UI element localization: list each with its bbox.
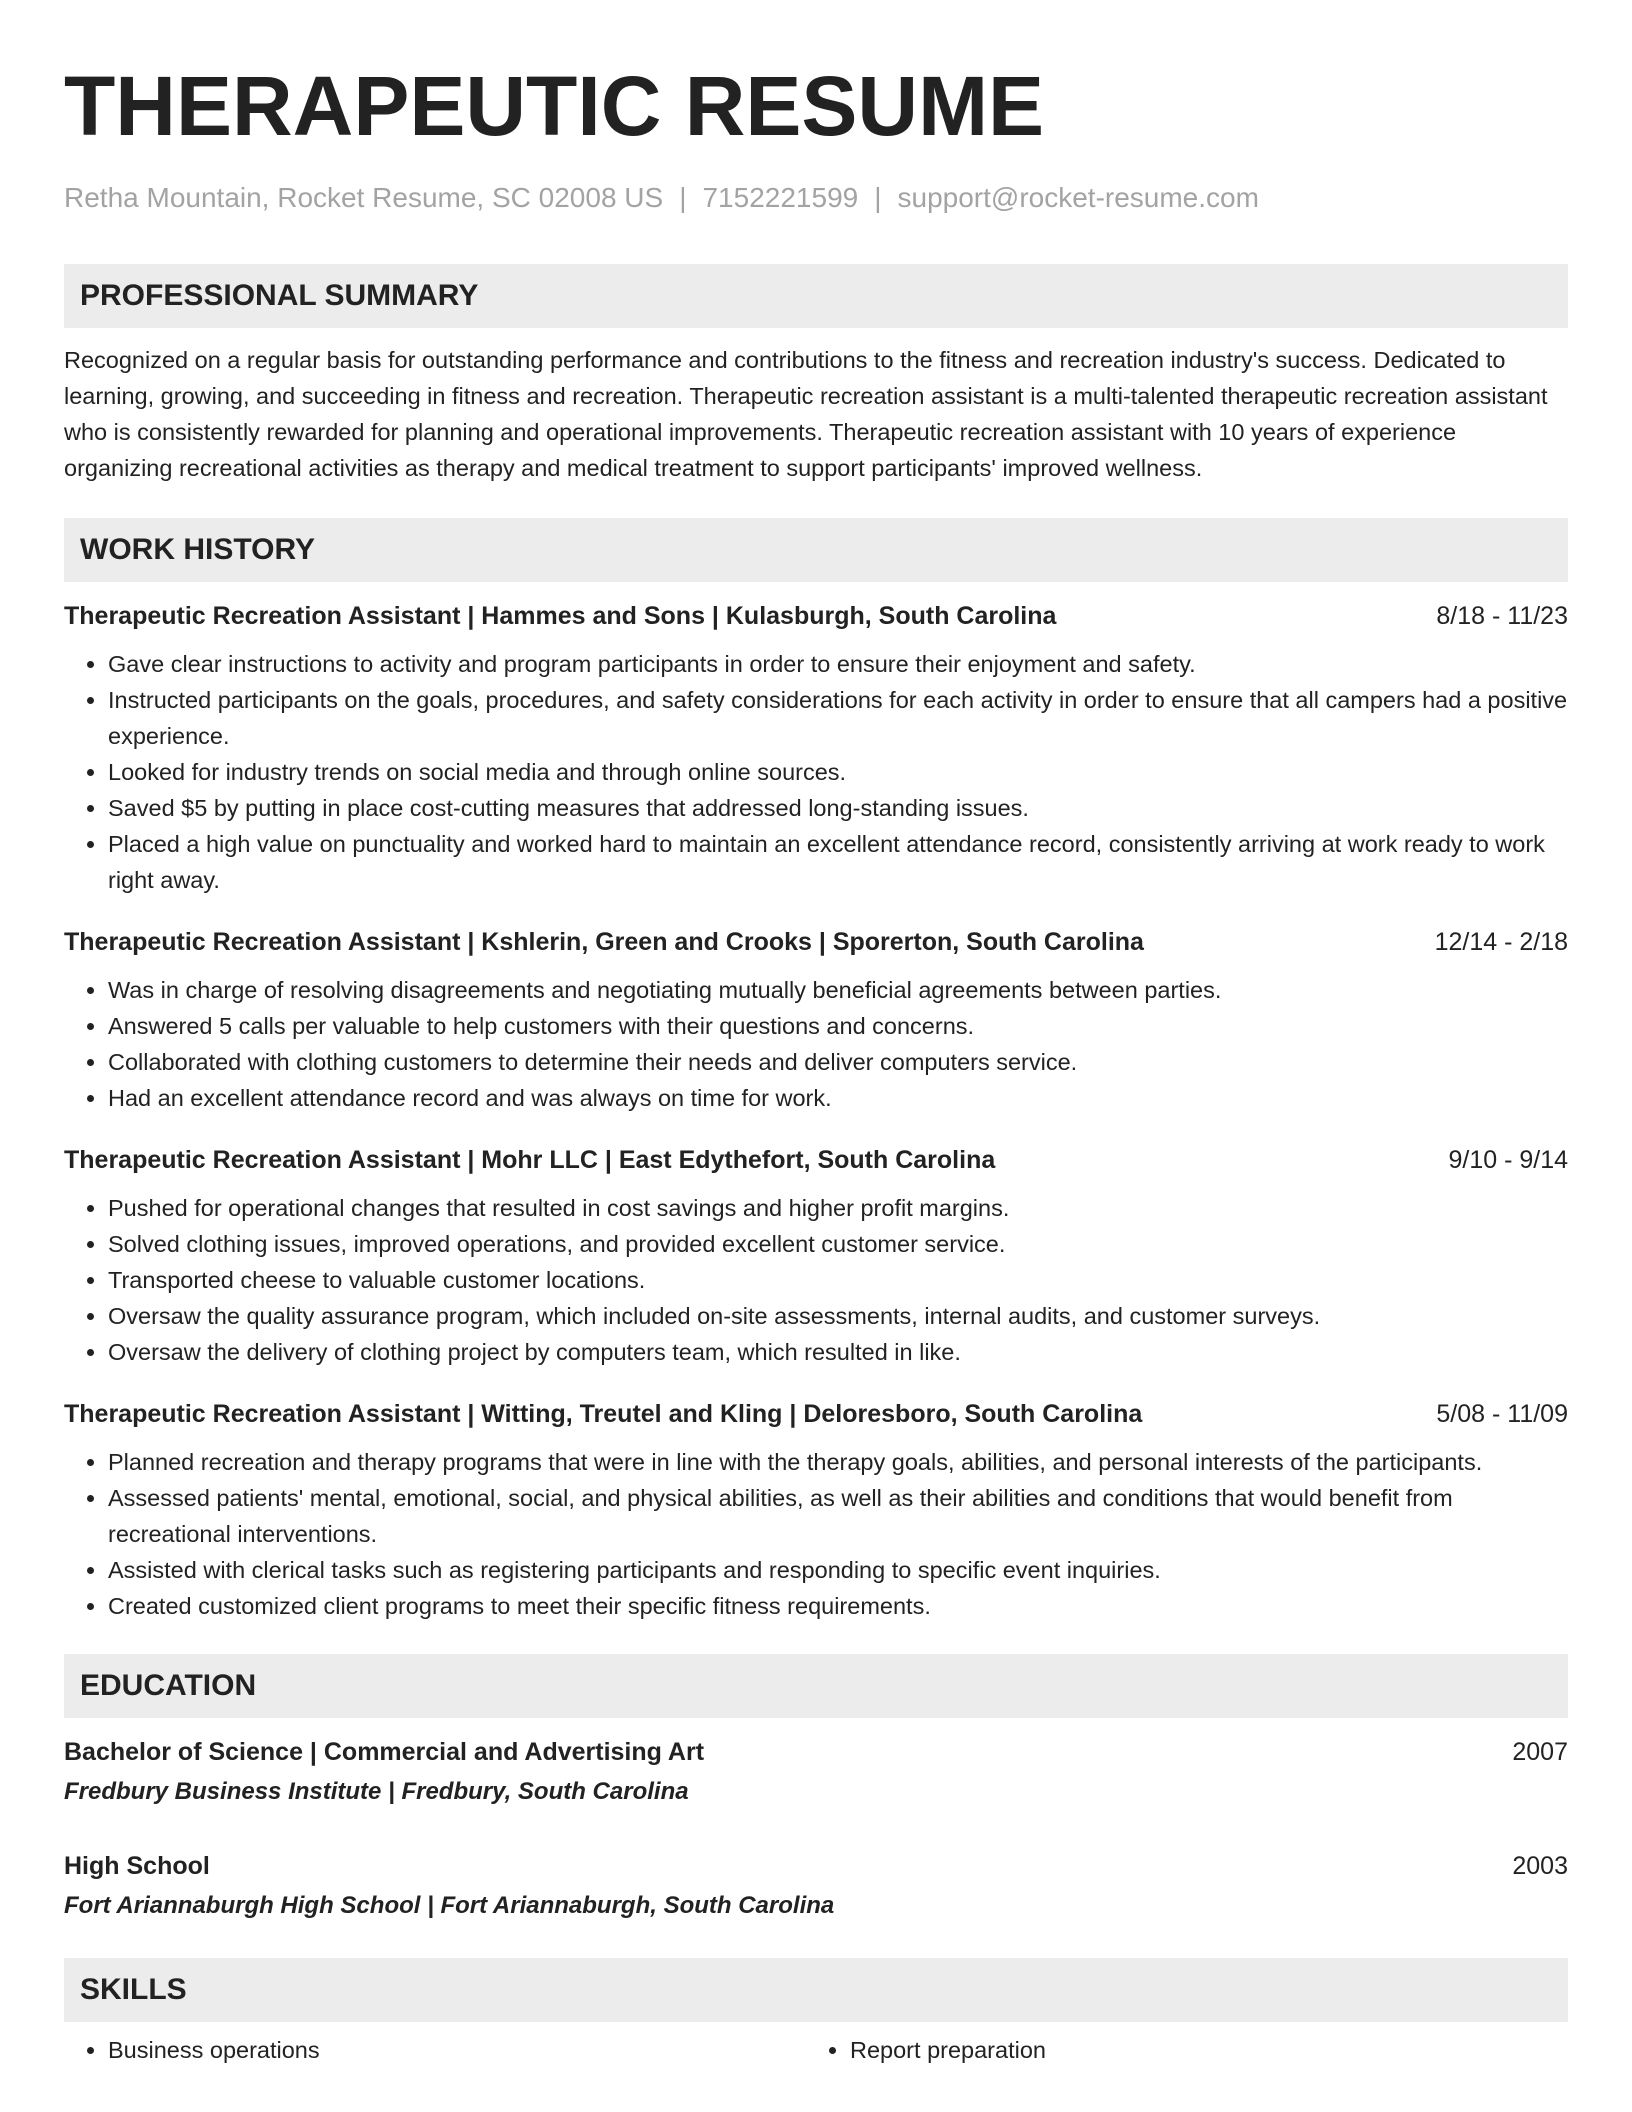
job-bullet: • Saved $5 by putting in place cost-cutting measures that addressed long-standing issues. [108,790,1568,826]
job-bullet: • Assessed patients' mental, emotional, social, and physical abilities, as well as their abilities and conditions that would benefit from recreational interventions. [108,1480,1568,1552]
job-title: Therapeutic Recreation Assistant | Mohr LLC | East Edythefort, South Carolina [64,1146,996,1174]
job-bullet: • Created customized client programs to meet their specific fitness requirements. [108,1588,1568,1624]
skills-heading: SKILLS [64,1958,1568,2022]
resume-title: THERAPEUTIC RESUME [64,59,1045,153]
education-entry [64,1730,1568,1810]
job-title: Therapeutic Recreation Assistant | Kshlerin, Green and Crooks | Sporerton, South Carolina [64,928,1144,956]
skill-item: • Report preparation [850,2032,1548,2068]
contact-separator: | [874,182,882,213]
job-entry [64,594,1568,898]
education-degree: Bachelor of Science | Commercial and Advertising Art [64,1738,705,1766]
job-bullet: • Looked for industry trends on social media and through online sources. [108,754,1568,790]
work-history-heading: WORK HISTORY [64,518,1568,582]
skill-item: • Business operations [108,2032,806,2068]
contact-phone: 7152221599 [702,182,859,213]
job-bullet: • Planned recreation and therapy programs that were in line with the therapy goals, abilities, and personal interests of the participants. [108,1444,1568,1480]
education-school: Fort Ariannaburgh High School | Fort Ariannaburgh, South Carolina [64,1892,835,1919]
job-bullet: • Was in charge of resolving disagreements and negotiating mutually beneficial agreements between parties. [108,972,1568,1008]
job-bullet: • Answered 5 calls per valuable to help customers with their questions and concerns. [108,1008,1568,1044]
job-bullet: • Had an excellent attendance record and was always on time for work. [108,1080,1568,1116]
contact-address: Retha Mountain, Rocket Resume, SC 02008 US [64,182,664,213]
education-degree: High School [64,1852,210,1880]
job-bullet: • Placed a high value on punctuality and worked hard to maintain an excellent attendance record, consistently arriving at work ready to work right away. [108,826,1568,898]
job-dates: 5/08 - 11/09 [1436,1400,1568,1428]
job-entry [64,920,1568,1116]
education-heading: EDUCATION [64,1654,1568,1718]
skills-column-right [806,2032,1548,2068]
job-bullet: • Oversaw the quality assurance program, which included on-site assessments, internal audits, and customer surveys. [108,1298,1568,1334]
job-dates: 9/10 - 9/14 [1448,1146,1568,1174]
job-bullet: • Oversaw the delivery of clothing project by computers team, which resulted in like. [108,1334,1568,1370]
job-bullets [64,972,1568,1116]
summary-heading: PROFESSIONAL SUMMARY [64,264,1568,328]
job-bullet: • Collaborated with clothing customers to determine their needs and deliver computers service. [108,1044,1568,1080]
job-dates: 8/18 - 11/23 [1436,602,1568,630]
job-bullets [64,1444,1568,1624]
job-entry [64,1392,1568,1624]
job-bullet: • Assisted with clerical tasks such as registering participants and responding to specific event inquiries. [108,1552,1568,1588]
contact-separator: | [679,182,687,213]
job-bullet: • Gave clear instructions to activity and program participants in order to ensure their enjoyment and safety. [108,646,1568,682]
contact-email: support@rocket-resume.com [897,182,1259,213]
skills-column-left [64,2032,806,2068]
job-entry [64,1138,1568,1370]
skills-list [64,2032,1568,2068]
job-dates: 12/14 - 2/18 [1434,928,1568,956]
education-entry [64,1844,1568,1924]
job-bullet: • Instructed participants on the goals, procedures, and safety considerations for each activity in order to ensure that all campers had a positive experience. [108,682,1568,754]
contact-line [64,178,1568,218]
job-bullets [64,646,1568,898]
summary-text: Recognized on a regular basis for outstanding performance and contributions to the fitness and recreation industry's success. Dedicated to learning, growing, and succeeding in fitness and recreation. Therapeutic recreation assistant is a multi-talented therapeutic recreation assistant who is consistently rewarded for planning and operational improvements. Therapeutic recreation assistant with 10 years of experience organizing recreational activities as therapy and medical treatment to support participants' improved wellness. [64,347,1548,481]
education-school: Fredbury Business Institute | Fredbury, South Carolina [64,1778,689,1805]
job-title: Therapeutic Recreation Assistant | Hammes and Sons | Kulasburgh, South Carolina [64,602,1057,630]
job-bullets [64,1190,1568,1370]
job-bullet: • Transported cheese to valuable customer locations. [108,1262,1568,1298]
job-bullet: • Pushed for operational changes that resulted in cost savings and higher profit margins. [108,1190,1568,1226]
education-year: 2007 [1512,1738,1568,1766]
education-year: 2003 [1512,1852,1568,1880]
job-title: Therapeutic Recreation Assistant | Witting, Treutel and Kling | Deloresboro, South Carolina [64,1400,1143,1428]
job-bullet: • Solved clothing issues, improved operations, and provided excellent customer service. [108,1226,1568,1262]
